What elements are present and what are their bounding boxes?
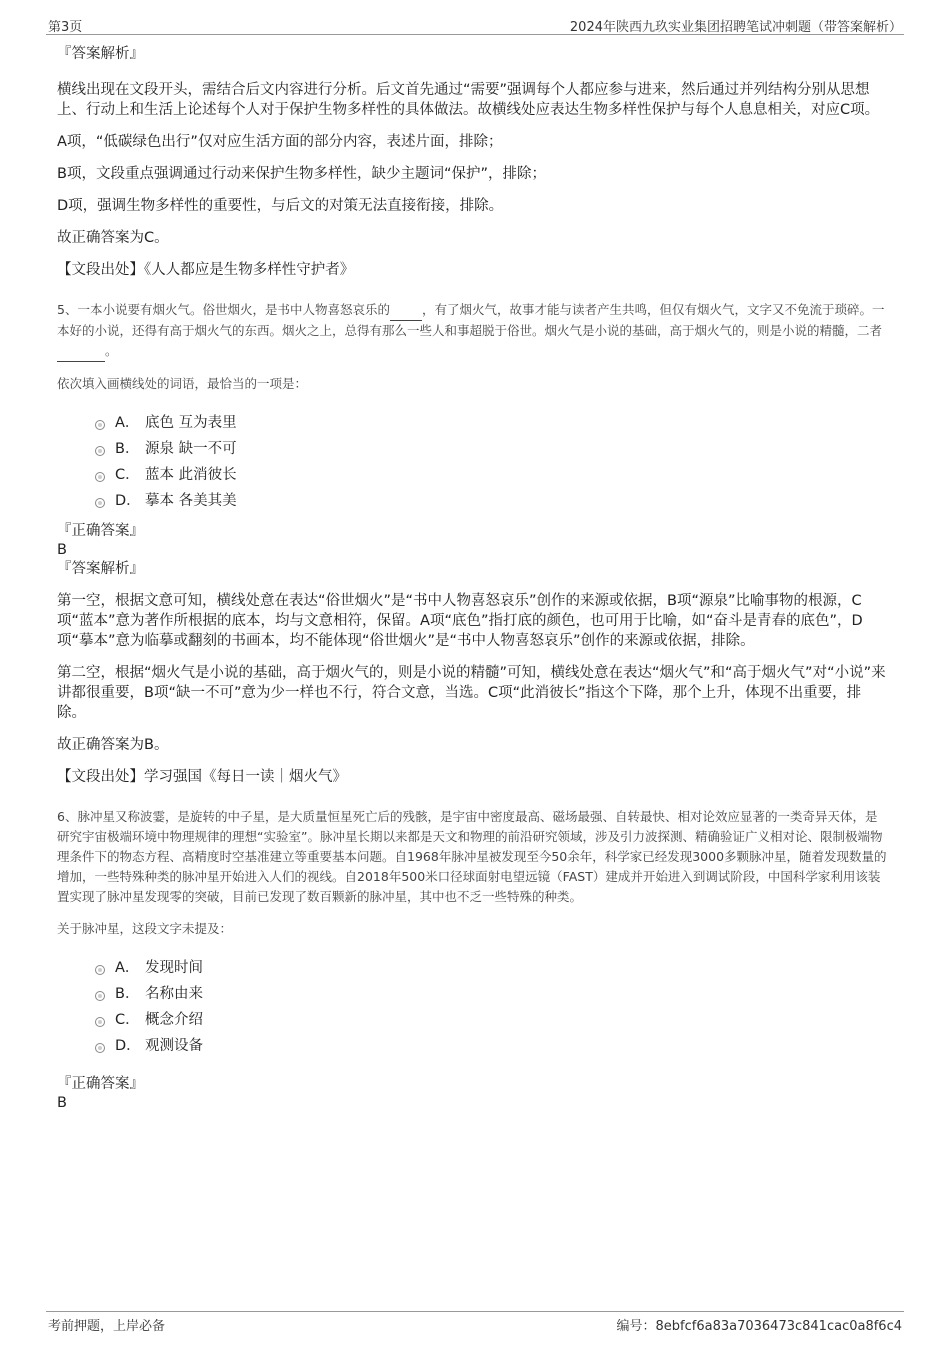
analysis-option-b: B项，文段重点强调通过行动来保护生物多样性，缺少主题词“保护”，排除； <box>57 166 546 182</box>
question-5-prompt: 依次填入画横线处的词语，最恰当的一项是： <box>57 376 308 391</box>
radio-icon[interactable] <box>95 498 105 508</box>
question-5-options <box>57 410 887 514</box>
option-d[interactable]: D． 摹本 各美其美 <box>95 488 887 514</box>
page-footer <box>46 1311 904 1334</box>
option-c[interactable]: C． 蓝本 此消彼长 <box>95 462 887 488</box>
correct-answer-tag: 『正确答案』 <box>57 1076 144 1092</box>
correct-answer-tag: 『正确答案』 <box>57 523 144 539</box>
question-6-prompt: 关于脉冲星，这段文字未提及： <box>57 921 233 936</box>
option-b[interactable]: B． 源泉 缺一不可 <box>95 436 887 462</box>
footer-slogan: 考前押题，上岸必备 <box>48 1319 166 1334</box>
source-citation: 【文段出处】《人人都应是生物多样性守护者》 <box>57 262 355 278</box>
option-c[interactable]: C． 概念介绍 <box>95 1007 887 1033</box>
option-a[interactable]: A． 发现时间 <box>95 955 887 981</box>
analysis-option-d: D项，强调生物多样性的重要性，与后文的对策无法直接衔接，排除。 <box>57 198 504 214</box>
page-content <box>57 44 887 1113</box>
analysis-option-a: A项，“低碳绿色出行”仅对应生活方面的部分内容，表述片面，排除； <box>57 134 503 150</box>
radio-icon[interactable] <box>95 991 105 1001</box>
analysis-tag: 『答案解析』 <box>57 561 144 577</box>
radio-icon[interactable] <box>95 420 105 430</box>
document-title: 2024年陕西九玖实业集团招聘笔试冲刺题（带答案解析） <box>569 20 902 35</box>
analysis-conclusion: 故正确答案为B。 <box>57 737 169 753</box>
radio-icon[interactable] <box>95 1017 105 1027</box>
radio-icon[interactable] <box>95 1043 105 1053</box>
analysis-conclusion: 故正确答案为C。 <box>57 230 169 246</box>
radio-icon[interactable] <box>95 446 105 456</box>
document-code: 编号：8ebfcf6a83a7036473c841cac0a8f6c4 <box>616 1319 902 1334</box>
source-citation: 【文段出处】学习强国《每日一读｜烟火气》 <box>57 769 347 785</box>
page-header <box>46 14 904 35</box>
page-number: 第3页 <box>48 20 83 35</box>
question-6-options <box>57 955 887 1059</box>
analysis-tag: 『答案解析』 <box>57 46 144 62</box>
correct-answer: B <box>57 1095 67 1111</box>
radio-icon[interactable] <box>95 965 105 975</box>
question-5-stem: 5、一本小说要有烟火气。俗世烟火，是书中人物喜怒哀乐的 ，有了烟火气，故事才能与读者产生共鸣，但仅有烟火气，文字又不免流于琐碎。一本好的小说，还得有高于烟火气的东西。烟火之上，总得有那么一些人和事超脱于俗世。烟火气是小说的基础，高于烟火气的，则是小说的精髓，二者 。 <box>57 300 887 362</box>
analysis-paragraph: 横线出现在文段开头，需结合后文内容进行分析。后文首先通过“需要”强调每个人都应参与进来，然后通过并列结构分别从思想上、行动上和生活上论述每个人对于保护生物多样性的具体做法。故横线处应表达生物多样性保护与每个人息息相关，对应C项。 <box>57 82 880 118</box>
correct-answer: B <box>57 542 67 558</box>
analysis-paragraph-2: 第二空，根据“烟火气是小说的基础，高于烟火气的，则是小说的精髓”可知，横线处意在表达“烟火气”和“高于烟火气”对“小说”来讲都很重要，B项“缺一不可”意为少一样也不行，符合文意，当选。C项“此消彼长”指这个下降，那个上升，体现不出重要，排除。 <box>57 665 886 721</box>
analysis-paragraph-1: 第一空，根据文意可知，横线处意在表达“俗世烟火”是“书中人物喜怒哀乐”创作的来源或依据，B项“源泉”比喻事物的根源，C项“蓝本”意为著作所根据的底本，均与文意相符，保留。A项“底色”指打底的颜色，也可用于比喻，如“奋斗是青春的底色”，D项“摹本”意为临摹或翻刻的书画本，均不能体现“俗世烟火”是“书中人物喜怒哀乐”创作的来源或依据，排除。 <box>57 593 863 649</box>
radio-icon[interactable] <box>95 472 105 482</box>
option-a[interactable]: A． 底色 互为表里 <box>95 410 887 436</box>
question-6-stem: 6、脉冲星又称波霎，是旋转的中子星，是大质量恒星死亡后的残骸，是宇宙中密度最高、磁场最强、自转最快、相对论效应显著的一类奇异天体，是研究宇宙极端环境中物理规律的理想“实验室”。脉冲星长期以来都是天文和物理的前沿研究领域，涉及引力波探测、精确验证广义相对论、限制极端物理条件下的物态方程、高精度时空基准建立等重要基本问题。自1968年脉冲星被发现至今50余年，科学家已经发现3000多颗脉冲星，随着发现数量的增加，一些特殊种类的脉冲星开始进入人们的视线。自2018年500米口径球面射电望远镜（FAST）建成并开始进入到调试阶段，中国科学家利用该装置实现了脉冲星发现零的突破，目前已发现了数百颗新的脉冲星，其中也不乏一些特殊的种类。 <box>57 809 887 904</box>
option-d[interactable]: D． 观测设备 <box>95 1033 887 1059</box>
option-b[interactable]: B． 名称由来 <box>95 981 887 1007</box>
